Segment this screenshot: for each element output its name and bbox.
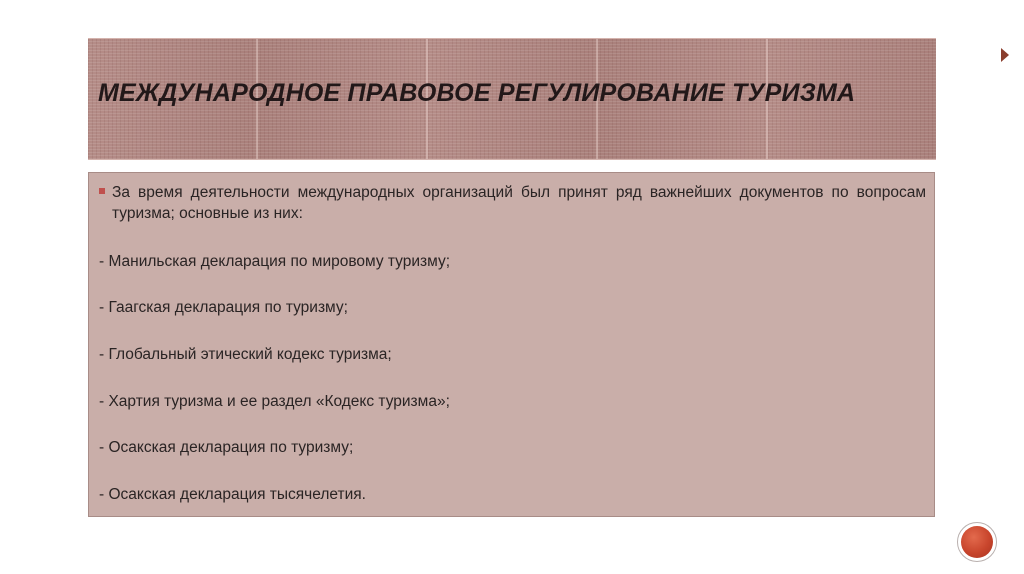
intro-text: За время деятельности международных организаций был принят ряд важнейших документов по вопросам туризма; основные из них:: [112, 184, 926, 222]
slide-title: МЕЖДУНАРОДНОЕ ПРАВОВОЕ РЕГУЛИРОВАНИЕ ТУРИЗМА: [98, 79, 856, 107]
list-item: - Осакская декларация тысячелетия.: [99, 486, 366, 503]
circle-nav-icon: [961, 526, 993, 558]
list-item: - Осакская декларация по туризму;: [99, 439, 354, 456]
title-banner: [88, 38, 936, 160]
intro-paragraph: [99, 182, 926, 224]
list-item: - Хартия туризма и ее раздел «Кодекс туризма»;: [99, 393, 450, 410]
content-box: [88, 172, 935, 517]
list-item: - Манильская декларация по мировому туризму;: [99, 253, 451, 270]
list-item: - Гаагская декларация по туризму;: [99, 299, 348, 316]
triangle-right-icon: [1001, 48, 1009, 62]
next-slide-button[interactable]: [957, 522, 997, 562]
square-bullet-icon: [99, 188, 105, 194]
list-item: - Глобальный этический кодекс туризма;: [99, 346, 392, 363]
